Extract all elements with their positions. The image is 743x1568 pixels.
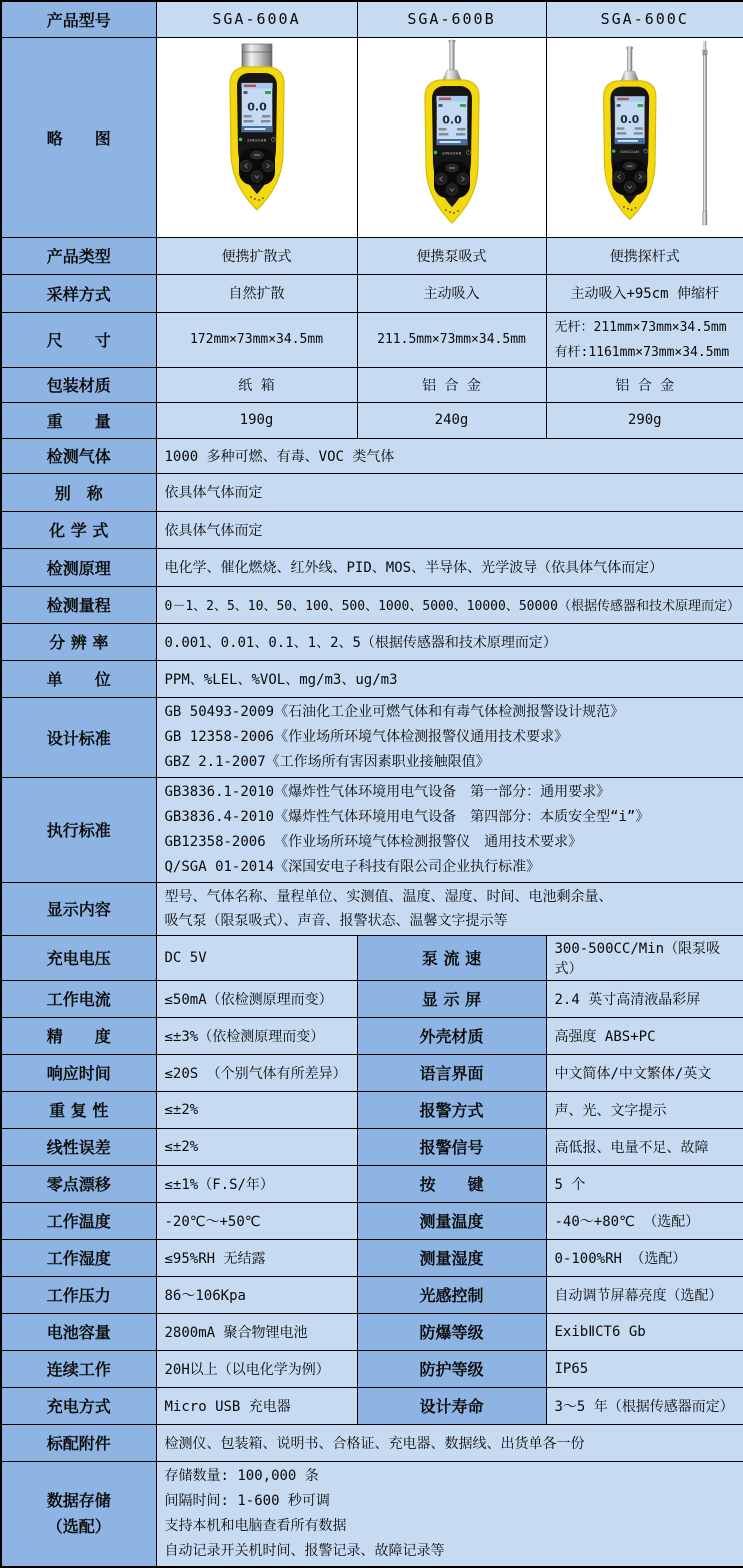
button-cluster: [612, 159, 647, 195]
spec-value: ≤±1%（F.S/年）: [156, 1165, 357, 1202]
display-line: 吸气泵（限泵吸式）、声音、报警状态、温馨文字提示等: [164, 912, 508, 929]
row-label: 报警信号: [357, 1128, 546, 1165]
spec-row-data-storage: [1, 1461, 743, 1567]
row-label: 泵 流 速: [357, 935, 546, 980]
standard-line: GB12358-2006 《作业场所环境气体检测报警仪 通用技术要求》: [164, 833, 583, 850]
row-label: [1, 1461, 156, 1567]
row-label: 尺 寸: [1, 312, 156, 367]
button-cluster: [434, 161, 470, 198]
row-label: 检测原理: [1, 548, 156, 586]
model-cell-sga-600b: SGA-600B: [357, 1, 546, 37]
spec-row-working-pressure: [1, 1276, 743, 1313]
row-label: 标配附件: [1, 1424, 156, 1461]
led-indicator: [238, 138, 241, 141]
row-label: 外壳材质: [357, 1017, 546, 1054]
standard-line: GB3836.4-2010《爆炸性气体环境用电气设备 第四部分：本质安全型“i”》: [164, 808, 650, 825]
led-indicator: [612, 149, 615, 152]
row-label: 报警方式: [357, 1091, 546, 1128]
row-label: 检测量程: [1, 586, 156, 623]
row-label: 充电方式: [1, 1387, 156, 1424]
spec-value-b: 便携泵吸式: [357, 237, 546, 274]
spec-value-a: 纸 箱: [156, 367, 357, 402]
standard-line: Q/SGA 01-2014《深国安电子科技有限公司企业执行标准》: [164, 858, 541, 875]
spec-value: 依具体气体而定: [156, 511, 743, 548]
spec-value: IP65: [546, 1350, 743, 1387]
device-image-sga-600a: [182, 39, 332, 235]
screen-value: 0.0: [441, 113, 462, 127]
device-image-sga-600b: [377, 39, 527, 235]
spec-row-accuracy: [1, 1017, 743, 1054]
spec-row-packaging: [1, 367, 743, 402]
spec-row-charging-method: [1, 1387, 743, 1424]
row-label: 分 辨 率: [1, 623, 156, 660]
standard-line: GB 12358-2006《作业场所环境气体检测报警仪通用技术要求》: [164, 728, 569, 745]
spec-value: PPM、%LEL、%VOL、mg/m3、ug/m3: [156, 660, 743, 697]
row-label: 语言界面: [357, 1054, 546, 1091]
row-label: 防护等级: [357, 1350, 546, 1387]
row-label: 电池容量: [1, 1313, 156, 1350]
storage-line: 自动记录开关机时间、报警记录、故障记录等: [164, 1542, 445, 1559]
row-label: 测量温度: [357, 1202, 546, 1239]
row-label: 线性误差: [1, 1128, 156, 1165]
spec-value: ≤±2%: [156, 1128, 357, 1165]
storage-label-line-1: 数据存储: [46, 1490, 111, 1510]
spec-row-design-standards: [1, 697, 743, 777]
brand-text: SINGOAN: [246, 138, 267, 143]
spec-row-display-content: [1, 882, 743, 935]
spec-value-a: 便携扩散式: [156, 237, 357, 274]
spec-value: 5 个: [546, 1165, 743, 1202]
row-label: 设计标准: [1, 697, 156, 777]
row-label: 工作压力: [1, 1276, 156, 1313]
spec-value: ≤±3%（依检测原理而变）: [156, 1017, 357, 1054]
device-body: [230, 67, 284, 210]
spec-value: 0－1、2、5、10、50、100、500、1000、5000、10000、50000（根据传感器和技术原理而定）: [156, 586, 743, 623]
spec-value-a: 172mm×73mm×34.5mm: [156, 312, 357, 367]
spec-value-b: 主动吸入: [357, 274, 546, 312]
led-indicator: [433, 151, 436, 154]
spec-row-weight: [1, 402, 743, 438]
spec-row-battery: [1, 1313, 743, 1350]
spec-value: 自动调节屏幕亮度（选配）: [546, 1276, 743, 1313]
device-body: [425, 80, 479, 223]
row-label: 工作温度: [1, 1202, 156, 1239]
spec-row-accessories: [1, 1424, 743, 1461]
spec-value: ExibⅡCT6 Gb: [546, 1313, 743, 1350]
product-image-cell-b: [357, 37, 546, 237]
spec-row-working-temp: [1, 1202, 743, 1239]
spec-row-continuous-work: [1, 1350, 743, 1387]
row-label: 响应时间: [1, 1054, 156, 1091]
button-cluster: [239, 148, 275, 185]
screen-value: 0.0: [620, 112, 639, 126]
spec-value: 0-100%RH （选配）: [546, 1239, 743, 1276]
row-label: 工作电流: [1, 980, 156, 1017]
dims-line-1: 无杆：211mm×73mm×34.5mm: [554, 319, 727, 335]
spec-row-response-time: [1, 1054, 743, 1091]
header-label: 产品型号: [1, 1, 156, 37]
spec-row-resolution: [1, 623, 743, 660]
spec-value: Micro USB 充电器: [156, 1387, 357, 1424]
brand-text: SINGOAN: [441, 151, 462, 156]
row-label: 光感控制: [357, 1276, 546, 1313]
spec-value: [156, 777, 743, 882]
sketch-label: 略 图: [1, 37, 156, 237]
display-line: 型号、气体名称、量程单位、实测值、温度、湿度、时间、电池剩余量、: [164, 888, 613, 905]
row-label: 包装材质: [1, 367, 156, 402]
row-label: 采样方式: [1, 274, 156, 312]
row-label: 防爆等级: [357, 1313, 546, 1350]
spec-value: [156, 882, 743, 935]
product-image-cell-c: [546, 37, 743, 237]
spec-value: 20H以上（以电化学为例）: [156, 1350, 357, 1387]
standard-line: GB 50493-2009《石油化工企业可燃气体和有毒气体检测报警设计规范》: [164, 703, 625, 720]
row-label: 产品类型: [1, 237, 156, 274]
spec-value: 中文简体/中文繁体/英文: [546, 1054, 743, 1091]
spec-value: 2800mA 聚合物锂电池: [156, 1313, 357, 1350]
spec-row-units: [1, 660, 743, 697]
spec-value: 检测仪、包装箱、说明书、合格证、充电器、数据线、出货单各一份: [156, 1424, 743, 1461]
spec-row-working-humidity: [1, 1239, 743, 1276]
sketch-row: [1, 37, 743, 237]
row-label: 测量湿度: [357, 1239, 546, 1276]
spec-value: 86～106Kpa: [156, 1276, 357, 1313]
storage-line: 支持本机和电脑查看所有数据: [164, 1517, 347, 1534]
row-label: 重 量: [1, 402, 156, 438]
row-label: 充电电压: [1, 935, 156, 980]
row-label: 别 称: [1, 473, 156, 511]
spec-value: 依具体气体而定: [156, 473, 743, 511]
spec-row-product-type: [1, 237, 743, 274]
spec-row-working-current: [1, 980, 743, 1017]
spec-value-a: 190g: [156, 402, 357, 438]
spec-row-exec-standards: [1, 777, 743, 882]
spec-row-sampling: [1, 274, 743, 312]
spec-value-a: 自然扩散: [156, 274, 357, 312]
spec-row-gases: [1, 438, 743, 473]
spec-row-linearity: [1, 1128, 743, 1165]
model-cell-sga-600a: SGA-600A: [156, 1, 357, 37]
storage-line: 存储数量: 100,000 条: [164, 1467, 319, 1484]
spec-value: -40～+80℃ （选配）: [546, 1202, 743, 1239]
spec-row-principle: [1, 548, 743, 586]
spec-row-dimensions: [1, 312, 743, 367]
row-label: 单 位: [1, 660, 156, 697]
row-label: 连续工作: [1, 1350, 156, 1387]
spec-value: 声、光、文字提示: [546, 1091, 743, 1128]
row-label: 按 键: [357, 1165, 546, 1202]
row-label: 设计寿命: [357, 1387, 546, 1424]
spec-value-c: 主动吸入+95cm 伸缩杆: [546, 274, 743, 312]
spec-value: [156, 1461, 743, 1567]
spec-value: 3～5 年（根据传感器而定）: [546, 1387, 743, 1424]
spec-row-zero-drift: [1, 1165, 743, 1202]
spec-value: ≤20S （个别气体有所差异）: [156, 1054, 357, 1091]
spec-value: 1000 多种可燃、有毒、VOC 类气体: [156, 438, 743, 473]
row-label: 精 度: [1, 1017, 156, 1054]
sensor-cap: [242, 44, 272, 70]
spec-value: 高低报、电量不足、故障: [546, 1128, 743, 1165]
spec-value: ≤95%RH 无结露: [156, 1239, 357, 1276]
row-label: 显示内容: [1, 882, 156, 935]
spec-row-formula: [1, 511, 743, 548]
standard-line: GB3836.1-2010《爆炸性气体环境用电气设备 第一部分：通用要求》: [164, 783, 611, 800]
standard-line: GBZ 2.1-2007《工作场所有害因素职业接触限值》: [164, 753, 490, 770]
header-row: [1, 1, 743, 37]
spec-value: [156, 697, 743, 777]
spec-row-charge-voltage: [1, 935, 743, 980]
spec-value-c: 便携探杆式: [546, 237, 743, 274]
spec-value-b: 240g: [357, 402, 546, 438]
spec-value-c: 290g: [546, 402, 743, 438]
brand-text: SINGOAN: [620, 150, 639, 155]
row-label: 检测气体: [1, 438, 156, 473]
spec-value: 0.001、0.01、0.1、1、2、5（根据传感器和技术原理而定）: [156, 623, 743, 660]
spec-value: 2.4 英寸高清液晶彩屏: [546, 980, 743, 1017]
spec-value: DC 5V: [156, 935, 357, 980]
spec-value-c: 铝 合 金: [546, 367, 743, 402]
device-body-group: [603, 47, 655, 220]
row-label: 显 示 屏: [357, 980, 546, 1017]
storage-line: 间隔时间: 1-600 秒可调: [164, 1492, 330, 1509]
device-image-sga-600c: [570, 39, 720, 235]
storage-label-line-2: （选配）: [46, 1516, 111, 1536]
spec-value: -20℃～+50℃: [156, 1202, 357, 1239]
spec-value-b: 211.5mm×73mm×34.5mm: [357, 312, 546, 367]
spec-value: 高强度 ABS+PC: [546, 1017, 743, 1054]
spec-value: ≤±2%: [156, 1091, 357, 1128]
spec-value-c: [546, 312, 743, 367]
model-cell-sga-600c: SGA-600C: [546, 1, 743, 37]
row-label: 重 复 性: [1, 1091, 156, 1128]
dims-line-2: 有杆:1161mm×73mm×34.5mm: [554, 344, 730, 360]
telescopic-rod: [702, 41, 707, 225]
spec-value: ≤50mA（依检测原理而变）: [156, 980, 357, 1017]
row-label: 零点漂移: [1, 1165, 156, 1202]
spec-value: 电化学、催化燃烧、红外线、PID、MOS、半导体、光学波导（依具体气体而定）: [156, 548, 743, 586]
product-image-cell-a: [156, 37, 357, 237]
spec-row-alias: [1, 473, 743, 511]
row-label: 工作湿度: [1, 1239, 156, 1276]
device-body: [603, 81, 655, 220]
screen-value: 0.0: [246, 100, 267, 114]
spec-row-repeatability: [1, 1091, 743, 1128]
spec-value-b: 铝 合 金: [357, 367, 546, 402]
spec-row-range: [1, 586, 743, 623]
spec-value: 300-500CC/Min（限泵吸式）: [546, 935, 743, 980]
row-label: 执行标准: [1, 777, 156, 882]
row-label: 化 学 式: [1, 511, 156, 548]
